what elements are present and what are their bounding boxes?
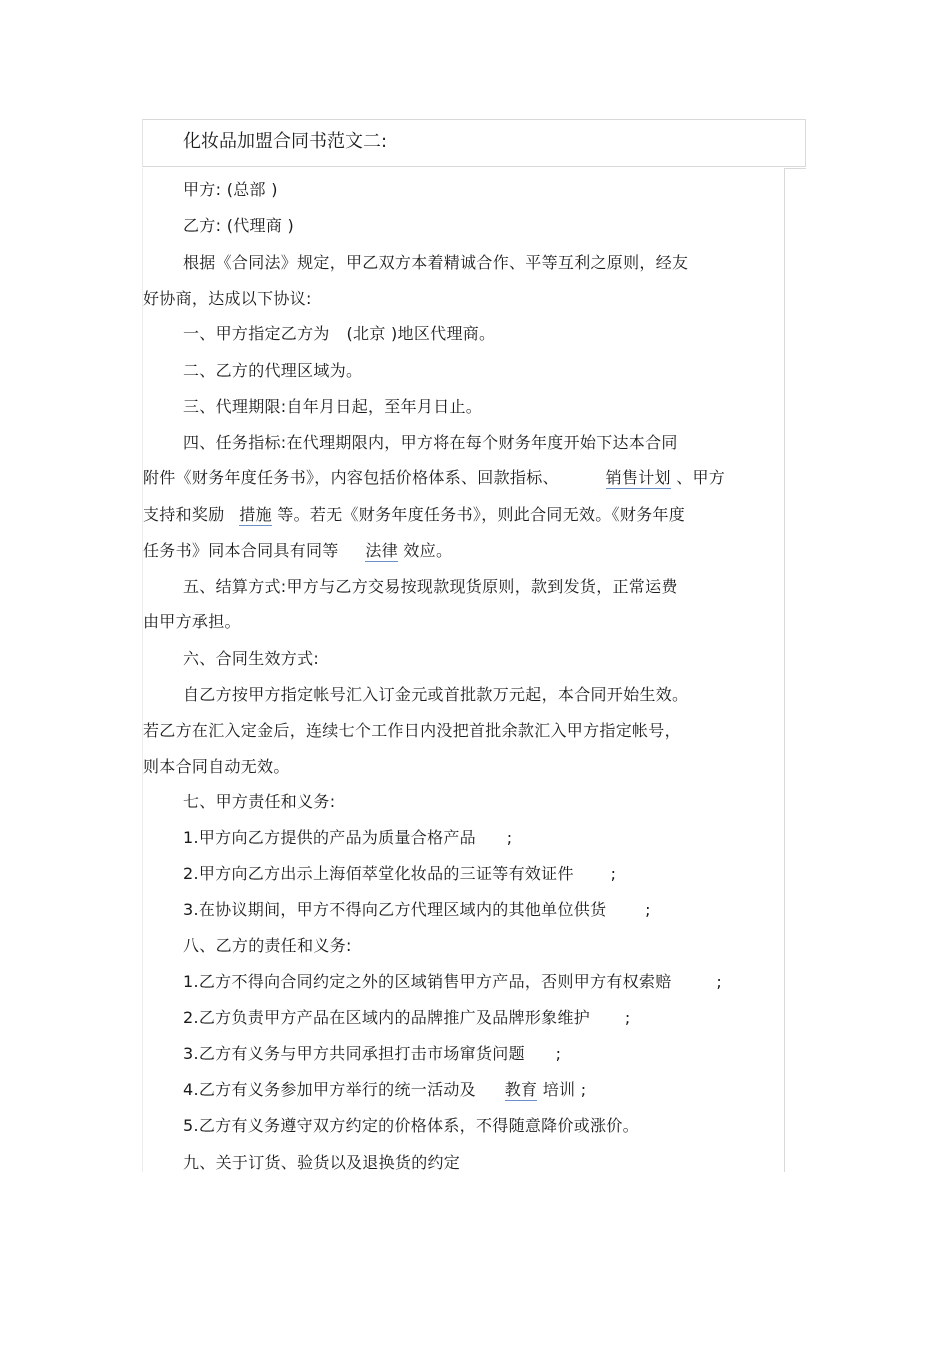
clause-6-line-1: 自乙方按甲方指定帐号汇入订金元或首批款万元起，本合同开始生效。 xyxy=(183,685,689,704)
clause-8-item-4-tail: 培训 ; xyxy=(542,1080,587,1099)
clause-7-item-3-end: ; xyxy=(645,900,651,919)
party-b-label: 乙方: xyxy=(183,216,222,235)
clause-7-item-1 xyxy=(183,826,512,850)
clause-9-heading: 九、关于订货、验货以及退换货的约定 xyxy=(183,1153,461,1172)
clause-8-item-1-end: ; xyxy=(716,972,723,991)
clause-8-item-5: 5.乙方有义务遵守双方约定的价格体系，不得随意降价或涨价。 xyxy=(183,1116,639,1135)
clause-5-line-1: 五、结算方式:甲方与乙方交易按现款现货原则，款到发货，正常运费 xyxy=(183,577,678,596)
clause-6-line-3: 则本合同自动无效。 xyxy=(143,757,290,776)
clause-8-item-3-text: 3.乙方有义务与甲方共同承担打击市场窜货问题 xyxy=(183,1044,525,1063)
clause-8-item-1 xyxy=(183,970,722,994)
clause-8-item-3 xyxy=(183,1042,561,1066)
clause-1-text: 一、甲方指定乙方为 xyxy=(183,324,330,343)
party-b-value: (代理商 ) xyxy=(226,216,295,235)
clause-4-line-2-text: 附件《财务年度任务书》，内容包括价格体系、回款指标、 xyxy=(143,468,559,487)
clause-1 xyxy=(183,322,495,346)
clause-3: 三、代理期限:自年月日起，至年月日止。 xyxy=(183,397,483,416)
clause-4-line-3 xyxy=(143,503,685,527)
clause-8-item-2 xyxy=(183,1006,631,1030)
clause-7-item-2 xyxy=(183,862,616,886)
document-title: 化妆品加盟合同书范文二: xyxy=(183,131,388,152)
party-b-line xyxy=(183,214,294,238)
clause-2: 二、乙方的代理区域为。 xyxy=(183,361,363,380)
clause-5-line-2: 由甲方承担。 xyxy=(143,612,241,631)
clause-4-line-2-tail: 、甲方 xyxy=(676,468,726,487)
party-a-label: 甲方: xyxy=(183,180,222,199)
clause-8-item-4-text: 4.乙方有义务参加甲方举行的统一活动及 xyxy=(183,1080,476,1099)
clause-6-heading: 六、合同生效方式: xyxy=(183,649,320,668)
clause-7-item-2-text: 2.甲方向乙方出示上海佰萃堂化妆品的三证等有效证件 xyxy=(183,864,574,883)
clause-6-line-2: 若乙方在汇入定金后，连续七个工作日内没把首批余款汇入甲方指定帐号， xyxy=(143,721,681,740)
clause-8-heading: 八、乙方的责任和义务: xyxy=(183,936,352,955)
clause-7-item-3-text: 3.在协议期间，甲方不得向乙方代理区域内的其他单位供货 xyxy=(183,900,607,919)
clause-7-item-3 xyxy=(183,898,651,922)
party-a-value: (总部 ) xyxy=(226,180,278,199)
clause-8-item-3-end: ; xyxy=(555,1044,562,1063)
clause-4-line-1: 四、任务指标:在代理期限内，甲方将在每个财务年度开始下达本合同 xyxy=(183,433,678,452)
clause-8-item-4 xyxy=(183,1078,586,1102)
clause-7-item-1-text: 1.甲方向乙方提供的产品为质量合格产品 xyxy=(183,828,476,847)
link-law[interactable]: 法律 xyxy=(365,541,398,560)
clause-4-line-4-tail: 效应。 xyxy=(403,541,453,560)
clause-8-item-2-text: 2.乙方负责甲方产品在区域内的品牌推广及品牌形象维护 xyxy=(183,1008,591,1027)
clause-4-line-3-tail: 等。若无《财务年度任务书》，则此合同无效。《财务年度 xyxy=(277,505,686,524)
clause-7-item-1-end: ; xyxy=(506,828,513,847)
clause-4-line-2 xyxy=(143,466,725,490)
clause-7-item-2-end: ; xyxy=(610,864,617,883)
clause-8-item-2-end: ; xyxy=(624,1008,631,1027)
clause-7-heading: 七、甲方责任和义务: xyxy=(183,792,336,811)
link-education[interactable]: 教育 xyxy=(504,1080,538,1099)
clause-4-line-4-text: 任务书》同本合同具有同等 xyxy=(143,541,339,560)
clause-1-region: (北京 )地区代理商。 xyxy=(346,324,496,343)
party-a-line xyxy=(183,178,278,202)
intro-line-1: 根据《合同法》规定，甲乙双方本着精诚合作、平等互利之原则，经友 xyxy=(183,253,689,272)
clause-4-line-4 xyxy=(143,539,452,563)
page-frame-right xyxy=(784,168,806,1172)
clause-8-item-1-text: 1.乙方不得向合同约定之外的区域销售甲方产品，否则甲方有权索赔 xyxy=(183,972,672,991)
intro-line-2: 好协商，达成以下协议: xyxy=(143,289,312,308)
page-frame-left xyxy=(142,168,143,1172)
link-measures[interactable]: 措施 xyxy=(239,505,272,524)
clause-4-line-3-text: 支持和奖励 xyxy=(143,505,225,524)
link-sales-plan[interactable]: 销售计划 xyxy=(605,468,671,487)
